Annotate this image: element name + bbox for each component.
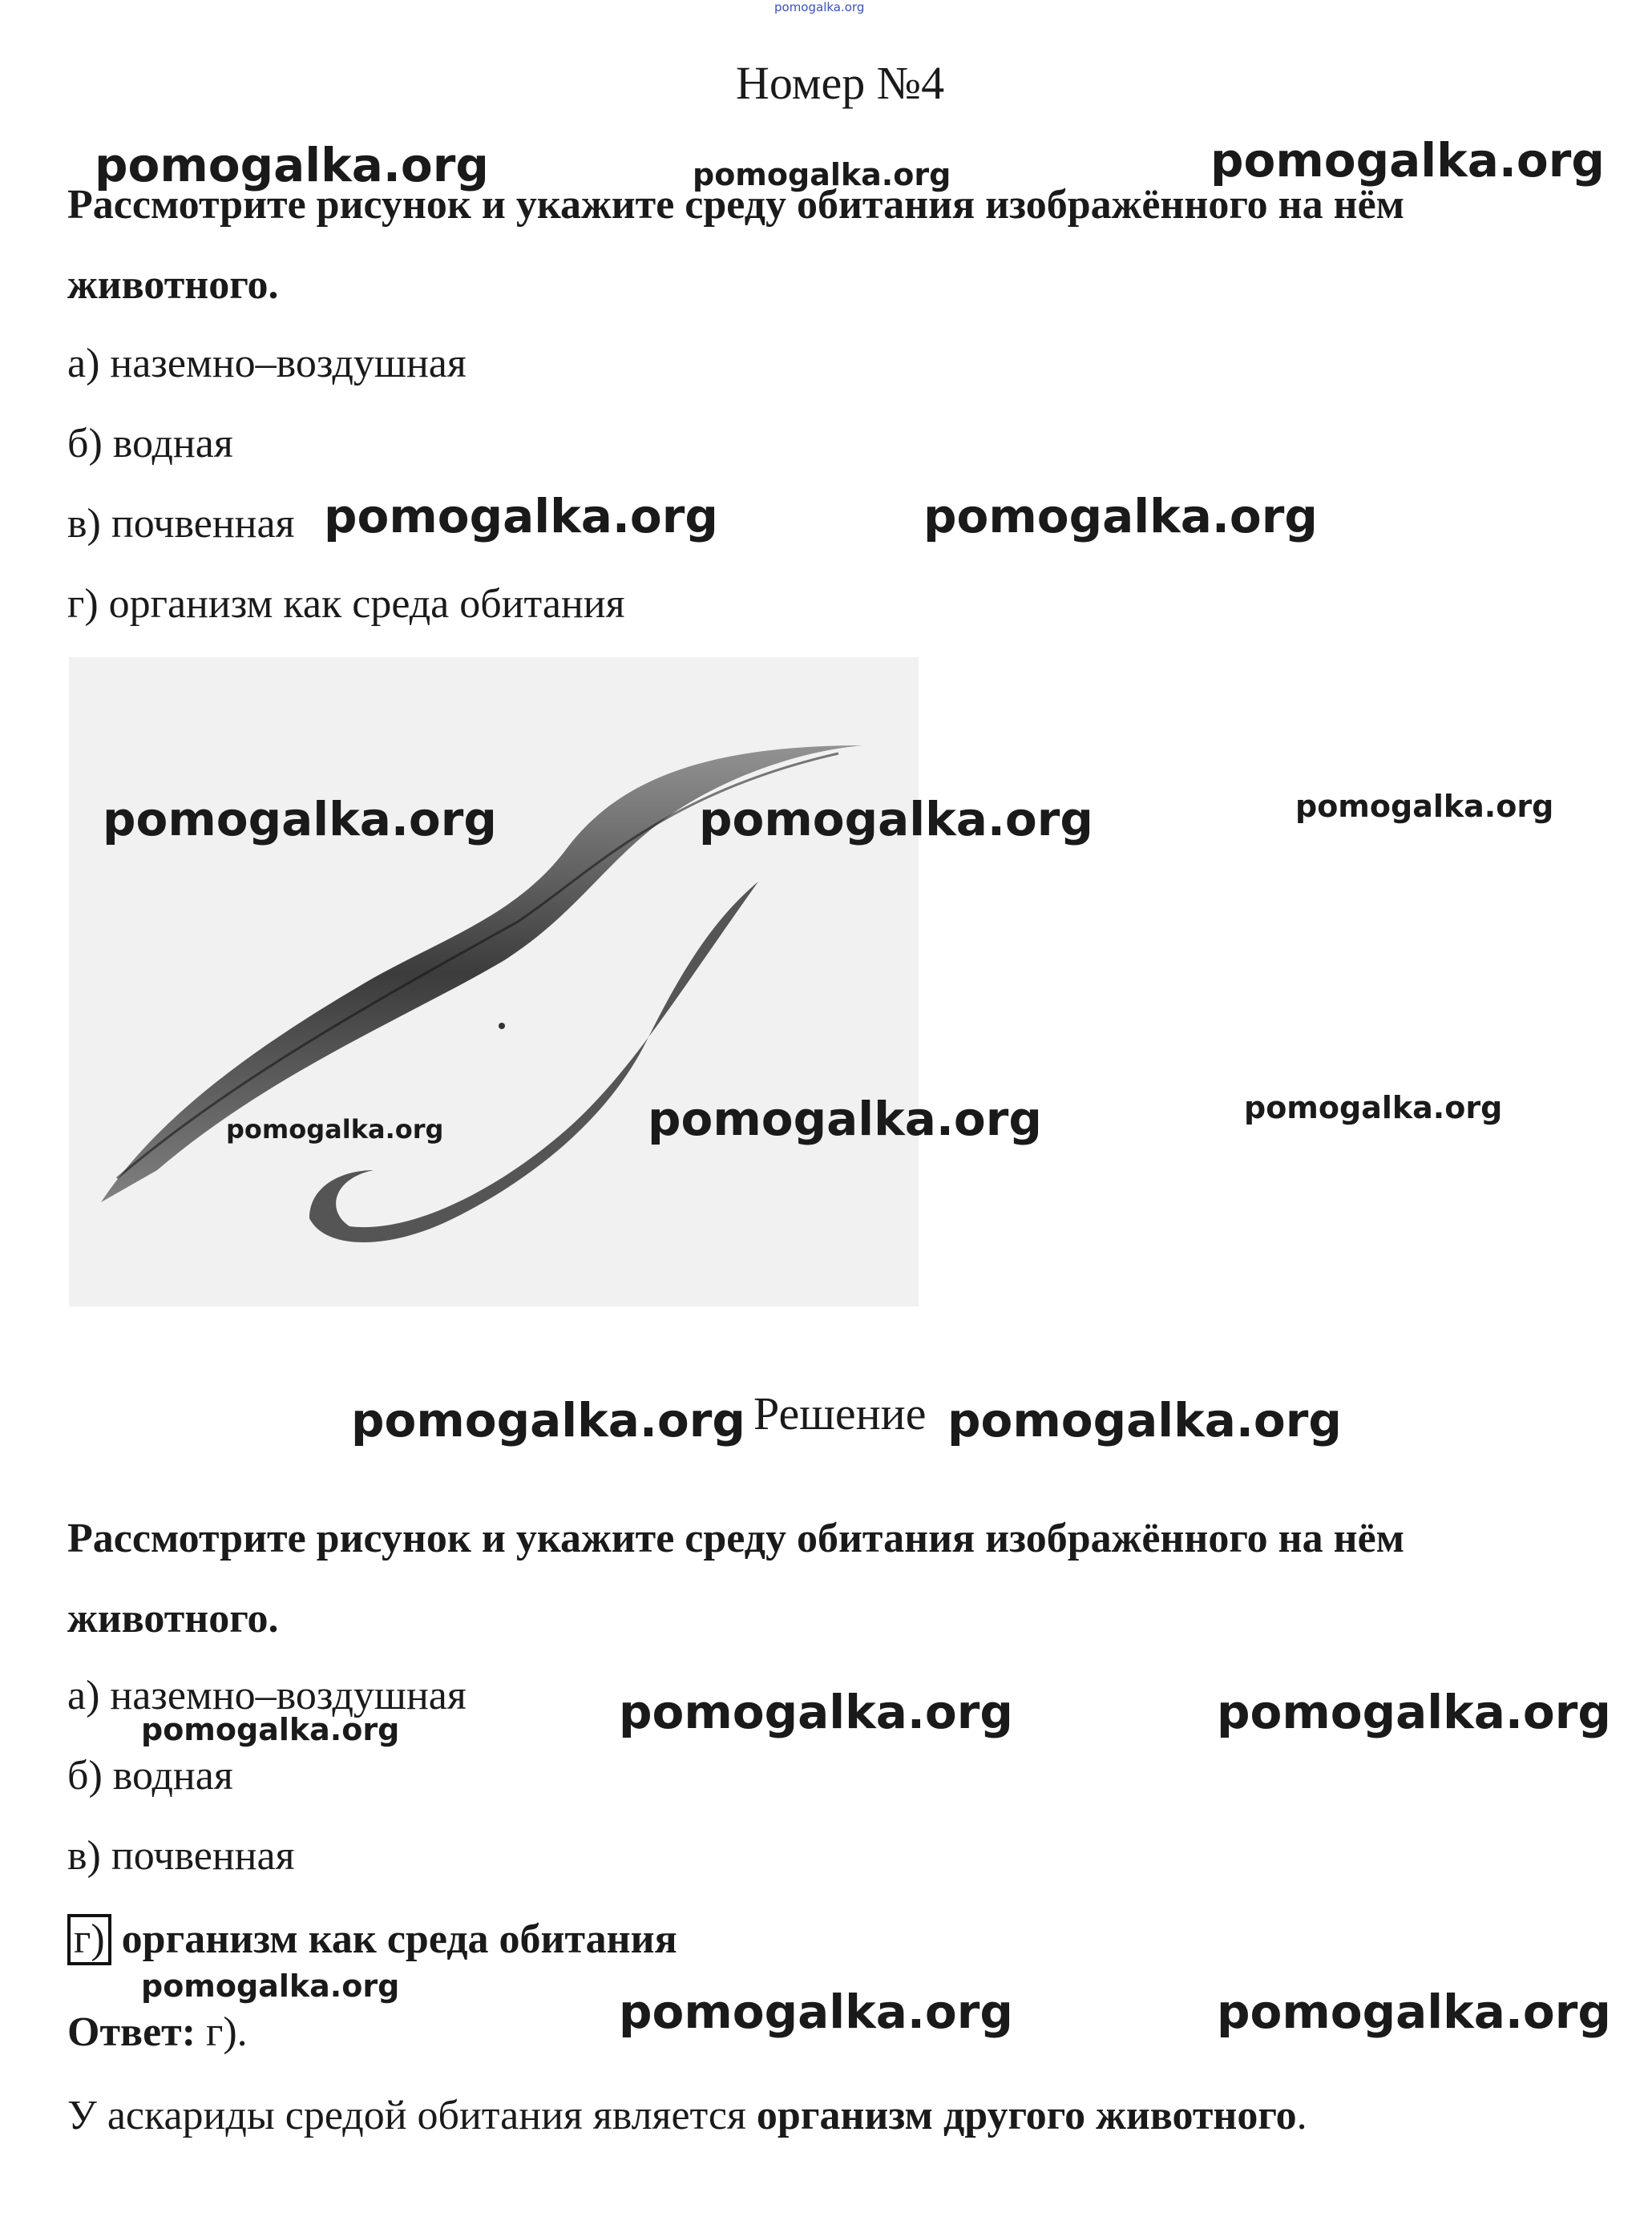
selected-answer-text: организм как среда обитания <box>121 1916 677 1962</box>
answer-line <box>67 2009 248 2056</box>
watermark: pomogalka.org <box>1217 1685 1611 1739</box>
roundworm-icon <box>69 657 919 1306</box>
answer-label: Ответ: <box>67 2009 196 2055</box>
watermark: pomogalka.org <box>923 489 1318 543</box>
explanation-bold: организм другого животного <box>756 2093 1297 2138</box>
solution-option-b: б) водная <box>67 1753 233 1799</box>
selected-answer-marker: г) <box>67 1914 111 1965</box>
roundworm-illustration <box>69 657 919 1306</box>
watermark: pomogalka.org <box>324 489 718 543</box>
top-tiny-watermark: pomogalka.org <box>774 0 865 14</box>
watermark: pomogalka.org <box>619 1685 1013 1739</box>
watermark: pomogalka.org <box>947 1393 1342 1448</box>
watermark: pomogalka.org <box>351 1393 745 1448</box>
watermark: pomogalka.org <box>1210 133 1605 188</box>
watermark: pomogalka.org <box>226 1114 444 1145</box>
watermark: pomogalka.org <box>95 138 489 192</box>
watermark: pomogalka.org <box>141 1968 400 2004</box>
explanation <box>67 2092 1307 2139</box>
explanation-prefix: У аскариды средой обитания является <box>67 2093 757 2138</box>
watermark: pomogalka.org <box>699 792 1093 846</box>
question-option-b: б) водная <box>67 421 233 466</box>
answer-value: г). <box>206 2009 248 2055</box>
watermark: pomogalka.org <box>648 1092 1042 1146</box>
watermark: pomogalka.org <box>103 792 497 846</box>
solution-prompt-line1: Рассмотрите рисунок и укажите среду обитания изображённого на нём <box>67 1516 1405 1561</box>
watermark: pomogalka.org <box>1244 1090 1503 1125</box>
watermark: pomogalka.org <box>693 157 951 192</box>
solution-option-a: а) наземно–воздушная <box>67 1673 467 1718</box>
solution-heading: Решение <box>753 1387 927 1440</box>
watermark: pomogalka.org <box>141 1712 400 1747</box>
watermark: pomogalka.org <box>1295 789 1554 824</box>
question-prompt-line1: Рассмотрите рисунок и укажите среду обитания изображённого на нём <box>67 182 1405 228</box>
watermark: pomogalka.org <box>1217 1985 1611 2039</box>
solution-selected-option <box>67 1914 677 1965</box>
question-prompt-line2: животного. <box>67 262 279 308</box>
question-option-a: а) наземно–воздушная <box>67 341 467 386</box>
solution-prompt-line2: животного. <box>67 1596 279 1641</box>
explanation-suffix: . <box>1296 2093 1307 2138</box>
page-title: Номер №4 <box>736 57 945 109</box>
watermark: pomogalka.org <box>619 1985 1013 2039</box>
question-option-c: в) почвенная <box>67 501 295 547</box>
question-option-d: г) организм как среда обитания <box>67 581 625 627</box>
solution-option-c: в) почвенная <box>67 1833 295 1879</box>
